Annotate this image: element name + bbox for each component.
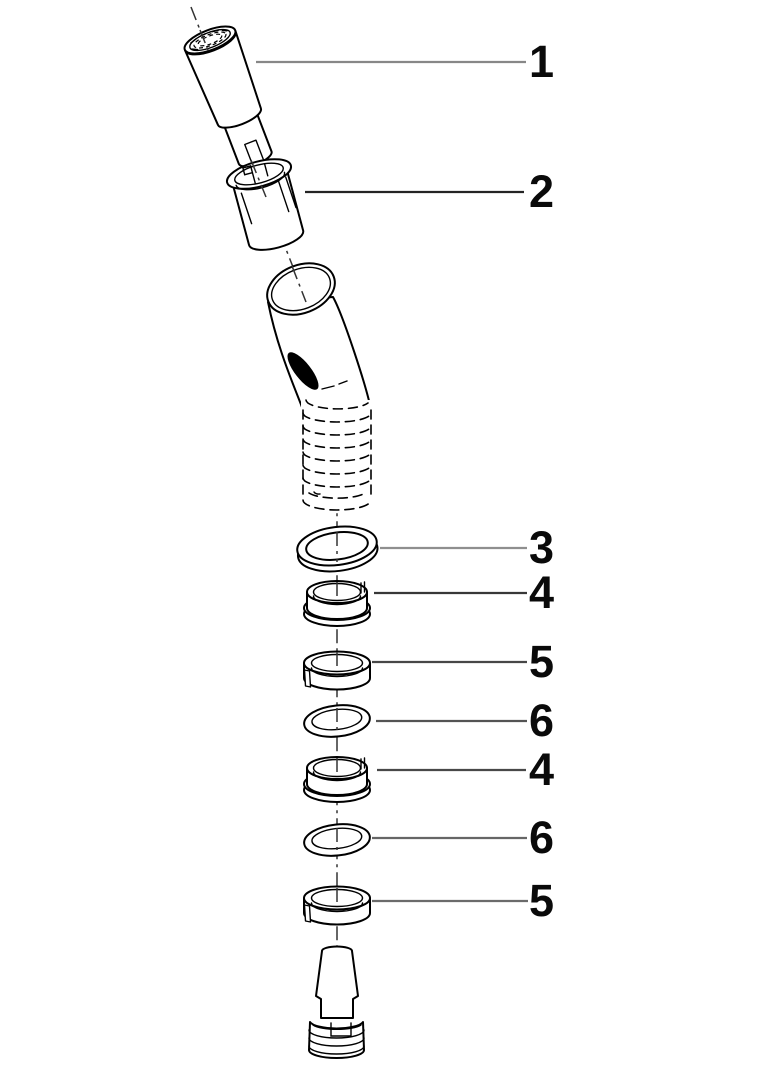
callout-label-4b: 4	[529, 744, 555, 795]
part-body-grip	[260, 254, 373, 512]
part-3-flat-ring	[295, 522, 380, 575]
callout-label-6b: 6	[529, 812, 555, 863]
callout-label-3: 3	[529, 522, 555, 573]
callout-label-4: 4	[529, 567, 555, 618]
callout-label-6: 6	[529, 695, 555, 746]
callout-label-1: 1	[529, 36, 555, 87]
leader-lines	[256, 62, 528, 901]
callout-label-5: 5	[529, 636, 555, 687]
callout-label-2: 2	[529, 166, 555, 217]
part-1-sleeve	[181, 21, 283, 175]
callout-label-5b: 5	[529, 875, 555, 926]
part-2-insert	[224, 153, 311, 256]
ring-slot	[305, 905, 311, 922]
ring-slot	[305, 670, 311, 687]
part-hose-connector	[309, 947, 364, 1059]
